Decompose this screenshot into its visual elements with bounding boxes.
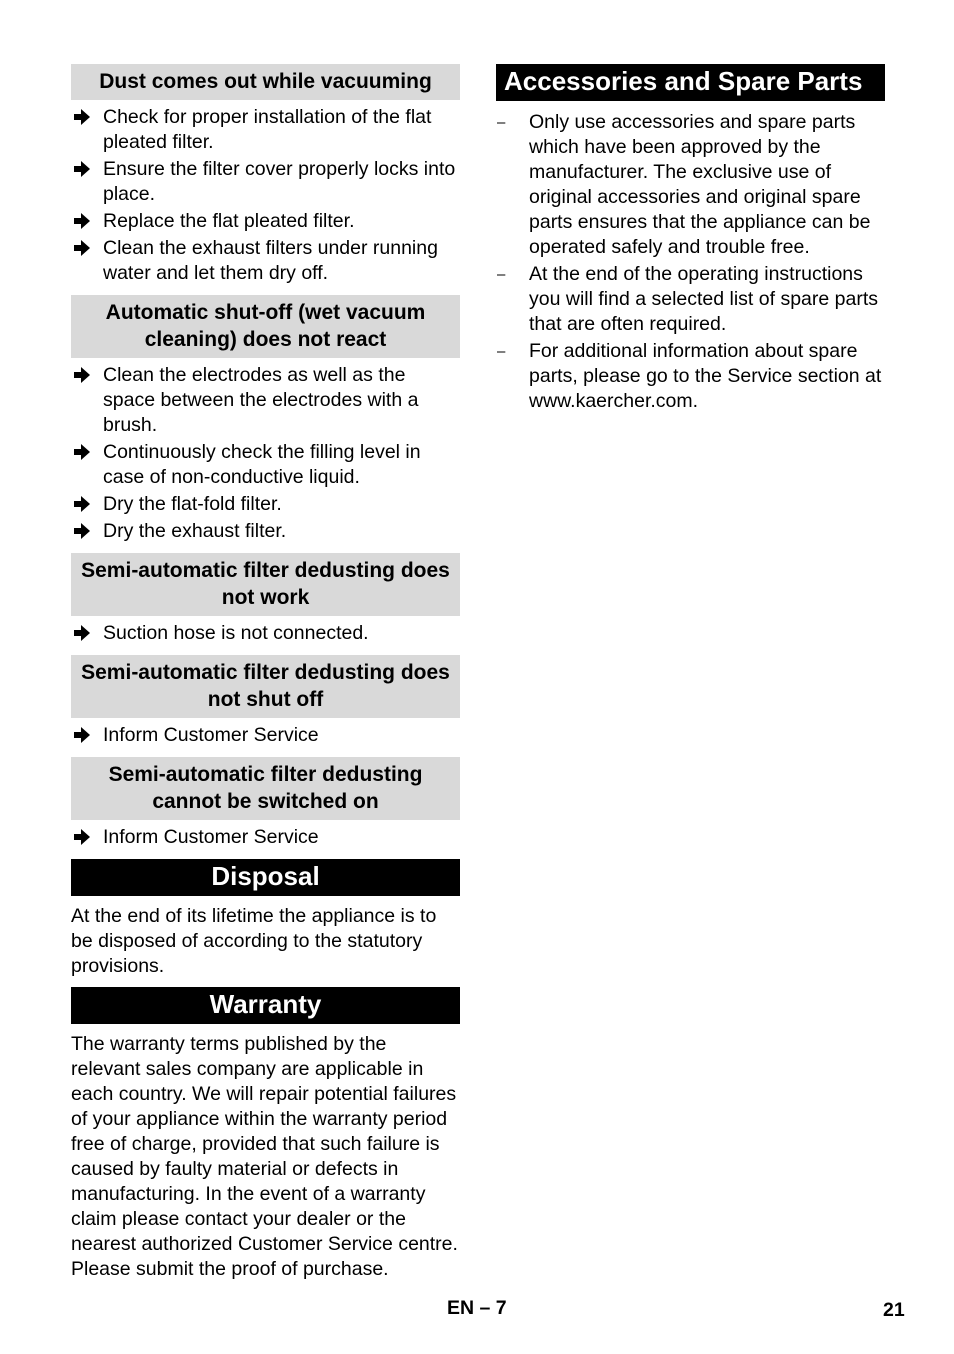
list-item-text: Clean the exhaust filters under running water and let them dry off.: [103, 237, 438, 284]
list-item: [496, 262, 885, 337]
list-item: [71, 519, 460, 544]
arrow-right-icon: [73, 365, 91, 385]
list-item: [71, 723, 460, 748]
list-item-text: Inform Customer Service: [103, 724, 319, 746]
dash-bullet: –: [497, 343, 506, 360]
arrow-right-icon: [73, 442, 91, 462]
list-item: [71, 363, 460, 438]
list-item-text: Inform Customer Service: [103, 826, 319, 848]
section-heading-dust: Dust comes out while vacuuming: [71, 64, 460, 100]
list-item-text: Suction hose is not connected.: [103, 622, 369, 644]
arrow-right-icon: [73, 827, 91, 847]
list-item-text: For additional information about spare parts, please go to the Service section at www.kaercher.com.: [529, 340, 882, 412]
list-item-text: Dry the exhaust filter.: [103, 520, 287, 542]
arrow-right-icon: [73, 159, 91, 179]
list-item: [71, 236, 460, 286]
dust-steps-list: [71, 105, 460, 286]
section-heading-dedusting-not-work: Semi-automatic filter dedusting does not work: [71, 553, 460, 616]
arrow-right-icon: [73, 521, 91, 541]
list-item: [71, 105, 460, 155]
list-item: [71, 440, 460, 490]
dash-bullet: –: [497, 114, 506, 131]
left-column: [71, 64, 460, 1290]
arrow-right-icon: [73, 211, 91, 231]
list-item: [71, 621, 460, 646]
list-item-text: At the end of the operating instructions you will find a selected list of spare parts that are often required.: [529, 263, 879, 335]
list-item: [71, 209, 460, 234]
dedusting-cannot-switch-on-list: [71, 825, 460, 850]
section-heading-dedusting-not-shut-off: Semi-automatic filter dedusting does not shut off: [71, 655, 460, 718]
section-heading-auto-shutoff: Automatic shut-off (wet vacuum cleaning) does not react: [71, 295, 460, 358]
section-heading-warranty: Warranty: [71, 987, 460, 1024]
list-item: [496, 339, 885, 414]
list-item-text: Continuously check the filling level in case of non-conductive liquid.: [103, 441, 421, 488]
list-item: [496, 110, 885, 260]
arrow-right-icon: [73, 238, 91, 258]
auto-shutoff-steps-list: [71, 363, 460, 544]
accessories-list: [496, 110, 885, 414]
dedusting-not-shut-off-list: [71, 723, 460, 748]
list-item: [71, 157, 460, 207]
arrow-right-icon: [73, 623, 91, 643]
list-item-text: Ensure the filter cover properly locks into place.: [103, 158, 456, 205]
disposal-paragraph: At the end of its lifetime the appliance is to be disposed of according to the statutory provisions.: [71, 905, 437, 977]
list-item-text: Replace the flat pleated filter.: [103, 210, 355, 232]
footer-section-label: EN – 7: [447, 1297, 507, 1319]
page-number: 21: [883, 1299, 905, 1321]
section-heading-disposal: Disposal: [71, 859, 460, 896]
arrow-right-icon: [73, 725, 91, 745]
arrow-right-icon: [73, 107, 91, 127]
right-column: [496, 64, 885, 416]
warranty-paragraph: The warranty terms published by the relevant sales company are applicable in each country. We will repair potential failures of your appliance within the warranty period free of charge, provided that such failure is caused by faulty material or defects in manufacturing. In the event of a warranty claim please contact your dealer or the nearest authorized Customer Service centre. Please submit the proof of purchase.: [71, 1033, 458, 1280]
list-item-text: Clean the electrodes as well as the space between the electrodes with a brush.: [103, 364, 419, 436]
section-heading-accessories: Accessories and Spare Parts: [496, 64, 885, 101]
list-item-text: Check for proper installation of the flat pleated filter.: [103, 106, 432, 153]
list-item: [71, 492, 460, 517]
dash-bullet: –: [497, 266, 506, 283]
list-item: [71, 825, 460, 850]
section-heading-dedusting-cannot-switch-on: Semi-automatic filter dedusting cannot be switched on: [71, 757, 460, 820]
dedusting-not-work-list: [71, 621, 460, 646]
arrow-right-icon: [73, 494, 91, 514]
list-item-text: Dry the flat-fold filter.: [103, 493, 282, 515]
list-item-text: Only use accessories and spare parts which have been approved by the manufacturer. The exclusive use of original accessories and original spare parts ensures that the appliance can be operated safely and trouble free.: [529, 111, 871, 258]
